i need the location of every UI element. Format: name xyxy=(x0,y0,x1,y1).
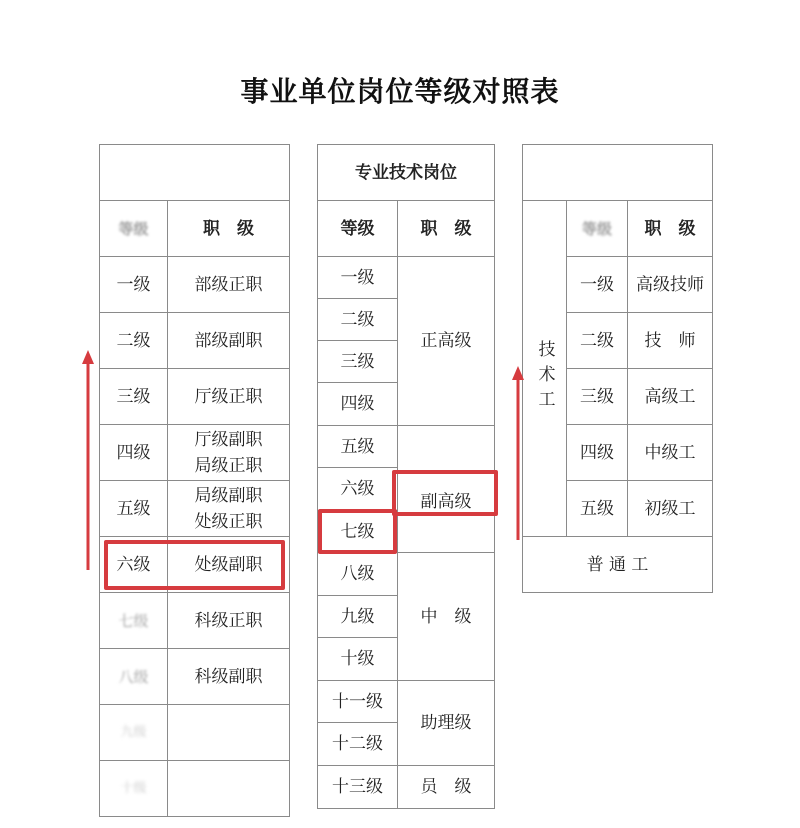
professional-grade-10: 十级 xyxy=(318,638,398,681)
management-rank-10 xyxy=(168,761,290,817)
management-grade-8: 八级 xyxy=(100,649,168,705)
management-table xyxy=(99,144,290,817)
worker-grade-4: 四级 xyxy=(567,425,628,481)
management-col-grade: 等级 xyxy=(100,201,168,257)
management-grade-4: 四级 xyxy=(100,425,168,481)
worker-general: 普 通 工 xyxy=(523,537,713,593)
professional-grade-3: 三级 xyxy=(318,341,398,383)
worker-rank-3: 高级工 xyxy=(628,369,713,425)
page-title: 事业单位岗位等级对照表 xyxy=(240,75,560,108)
worker-grade-1: 一级 xyxy=(567,257,628,313)
professional-grade-5: 五级 xyxy=(318,426,398,468)
worker-table xyxy=(522,144,713,593)
management-rank-1: 部级正职 xyxy=(168,257,290,313)
worker-group-label: 技术工 xyxy=(534,340,555,415)
management-rank-8: 科级副职 xyxy=(168,649,290,705)
worker-group-cell xyxy=(523,201,567,537)
worker-rank-2: 技 师 xyxy=(628,313,713,369)
professional-grade-12: 十二级 xyxy=(318,723,398,766)
professional-rank-assistant: 助理级 xyxy=(398,681,495,766)
professional-grade-9: 九级 xyxy=(318,596,398,638)
professional-grade-4: 四级 xyxy=(318,383,398,426)
worker-grade-3: 三级 xyxy=(567,369,628,425)
professional-grade-8: 八级 xyxy=(318,553,398,596)
management-grade-10: 十级 xyxy=(100,761,168,817)
worker-grade-5: 五级 xyxy=(567,481,628,537)
professional-grade-13: 十三级 xyxy=(318,766,398,809)
professional-col-grade: 等级 xyxy=(318,201,398,257)
management-rank-3: 厅级正职 xyxy=(168,369,290,425)
arrow-up-right-icon xyxy=(510,366,526,542)
management-rank-5: 局级副职 处级正职 xyxy=(168,481,290,537)
management-rank-9 xyxy=(168,705,290,761)
management-grade-2: 二级 xyxy=(100,313,168,369)
professional-grade-6: 六级 xyxy=(318,468,398,511)
management-header xyxy=(100,145,290,201)
management-rank-2: 部级副职 xyxy=(168,313,290,369)
professional-grade-2: 二级 xyxy=(318,299,398,341)
management-grade-5: 五级 xyxy=(100,481,168,537)
professional-rank-senior: 正高级 xyxy=(398,257,495,426)
professional-grade-7: 七级 xyxy=(318,511,398,553)
highlight-management-grade-6 xyxy=(104,540,285,590)
worker-grade-2: 二级 xyxy=(567,313,628,369)
management-grade-3: 三级 xyxy=(100,369,168,425)
worker-rank-5: 初级工 xyxy=(628,481,713,537)
professional-rank-middle: 中 级 xyxy=(398,553,495,681)
professional-header: 专业技术岗位 xyxy=(318,145,495,201)
professional-rank-clerk: 员 级 xyxy=(398,766,495,809)
worker-col-rank: 职 级 xyxy=(628,201,713,257)
management-grade-7: 七级 xyxy=(100,593,168,649)
worker-col-grade: 等级 xyxy=(567,201,628,257)
highlight-deputy-senior xyxy=(392,470,498,516)
management-rank-4: 厅级副职 局级正职 xyxy=(168,425,290,481)
professional-grade-1: 一级 xyxy=(318,257,398,299)
management-grade-1: 一级 xyxy=(100,257,168,313)
management-col-rank: 职 级 xyxy=(168,201,290,257)
professional-rank-deputy-senior-label: 副高级 xyxy=(420,492,472,512)
worker-header xyxy=(523,145,713,201)
professional-col-rank: 职 级 xyxy=(398,201,495,257)
highlight-professional-grade-7 xyxy=(318,509,397,554)
worker-rank-4: 中级工 xyxy=(628,425,713,481)
management-rank-7: 科级正职 xyxy=(168,593,290,649)
management-grade-9: 九级 xyxy=(100,705,168,761)
management-grade-6: 六级 xyxy=(100,537,168,593)
arrow-up-left-icon xyxy=(80,350,96,572)
worker-rank-1: 高级技师 xyxy=(628,257,713,313)
management-rank-6: 处级副职 xyxy=(168,537,290,593)
professional-grade-11: 十一级 xyxy=(318,681,398,723)
